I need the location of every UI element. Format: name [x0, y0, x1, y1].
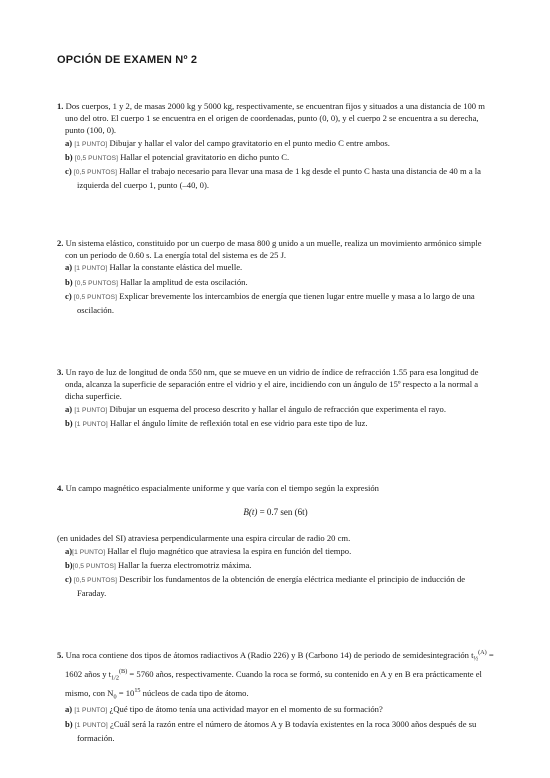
question-5b: b) [1 PUNTO] ¿Cuál será la razón entre el número de átomos A y B todavía existentes en la roca 3000 años después de su formación.	[65, 718, 477, 743]
question-3	[57, 366, 494, 431]
magnetic-field-formula: B(t) = 0.7 sen (6t)	[243, 507, 308, 518]
question-1c: c) [0,5 PUNTOS] Hallar el trabajo necesario para llevar una masa de 1 kg desde el punto C hasta una distancia de 40 m a la izquierda del cuerpo 1, punto (–40, 0).	[65, 166, 481, 191]
question-2b: b) [0,5 PUNTOS] Hallar la amplitud de esta oscilación.	[65, 276, 248, 287]
question-4a: a)[1 PUNTO] Hallar el flujo magnético que atraviesa la espira en función del tiempo.	[65, 545, 352, 556]
question-4-stem-continued: (en unidades del SI) atraviesa perpendicularmente una espira circular de radio 20 cm.	[57, 533, 351, 544]
question-2	[57, 237, 494, 316]
exam-title: OPCIÓN DE EXAMEN Nº 2	[57, 54, 198, 66]
question-4	[57, 482, 494, 599]
question-2c: c) [0,5 PUNTOS] Explicar brevemente los intercambios de energía que tienen lugar entre muelle y masa a lo largo de una oscilación.	[65, 290, 475, 316]
question-5	[57, 647, 494, 744]
question-4c: c) [0,5 PUNTOS] Describir los fundamentos de la obtención de energía eléctrica mediante el principio de inducción de Faraday.	[65, 574, 466, 599]
question-3-stem: 3. Un rayo de luz de longitud de onda 550 nm, que se mueve en un vidrio de índice de refracción 1.55 para esa longitud de onda, alcanza la superficie de separación entre el vidrio y el aire, incidiendo con un ángulo de 15º respecto a la normal a dicha superficie.	[57, 367, 479, 402]
question-1a: a) [1 PUNTO] Dibujar y hallar el valor del campo gravitatorio en el punto medio C entre ambos.	[65, 137, 390, 148]
question-1	[57, 100, 494, 191]
question-5a: a) [1 PUNTO] ¿Qué tipo de átomo tenía una actividad mayor en el momento de su formación?	[65, 704, 383, 715]
question-5-stem: 5. Una roca contiene dos tipos de átomos radiactivos A (Radio 226) y B (Carbono 14) de periodo de semidesintegración $t_{\frac{1}{2}}^{(A)} = 1602$ años y $t_{1/2}^{(B)} = 5760$ años, respectivamente. Cuando la roca se formó, su contenido en A y en B era prácticamente el mismo, con $N_0 = 10^{15}$ núcleos de cada tipo de átomo.	[57, 649, 494, 701]
question-3a: a) [1 PUNTO] Dibujar un esquema del proceso descrito y hallar el ángulo de refracción que experimenta el rayo.	[65, 403, 446, 414]
question-1-stem: 1. Dos cuerpos, 1 y 2, de masas 2000 kg y 5000 kg, respectivamente, se encuentran fijos y situados a una distancia de 100 m uno del otro. El cuerpo 1 se encuentra en el origen de coordenadas, punto (0, 0), y el cuerpo 2 se encuentra a su derecha, punto (100, 0).	[57, 101, 485, 136]
question-4-stem: 4. Un campo magnético espacialmente uniforme y que varía con el tiempo según la expresión	[57, 483, 379, 493]
question-3b: b) [1 PUNTO] Hallar el ángulo límite de reflexión total en ese vidrio para este tipo de luz.	[65, 417, 368, 428]
question-4b: b)[0,5 PUNTOS] Hallar la fuerza electromotriz máxima.	[65, 559, 252, 570]
question-1b: b) [0,5 PUNTOS] Hallar el potencial gravitatorio en dicho punto C.	[65, 151, 290, 162]
question-2-stem: 2. Un sistema elástico, constituido por un cuerpo de masa 800 g unido a un muelle, realiza un movimiento armónico simple con un periodo de 0.60 s. La energía total del sistema es de 25 J.	[57, 238, 482, 261]
question-2a: a) [1 PUNTO] Hallar la constante elástica del muelle.	[65, 262, 243, 273]
